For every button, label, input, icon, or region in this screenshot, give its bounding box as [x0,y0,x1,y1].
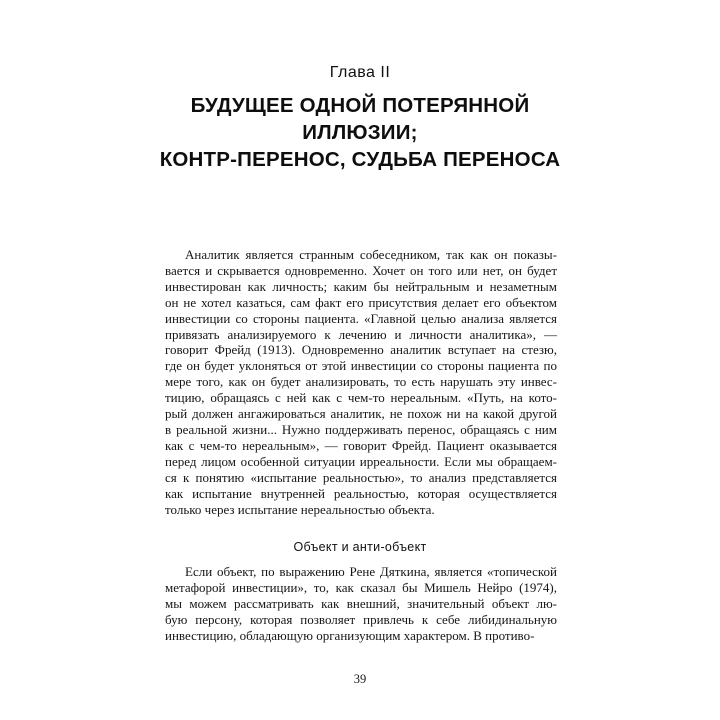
section-heading: Объект и анти-объект [293,540,427,554]
text-line: говорит Фрейд (1913). Одновременно аналитик вступает на стезю, [165,342,557,358]
text-line: инвестицию, обладающую организующим характером. В противо- [165,627,535,643]
text-line: метафорой инвестиции», то, как сказал бы Мишель Нейро (1974), [165,579,557,595]
text-line: привязать анализируемого к лечению и личности аналитика», — [165,326,557,342]
text-line: в реальной жизни... Нужно поддерживать перенос, обращаясь с ним [165,421,557,437]
text-line: бую персону, которая позволяет привлечь к себе либидинальную [165,611,557,627]
text-line: Аналитик является странным собеседником, так как он показы- [185,247,557,262]
text-line: как испытание внутренней реальностью, которая осуществляется [165,485,557,501]
paragraph-2 [165,564,557,644]
text-line: тицию, обращаясь с ней как с чем-то нереальным. «Путь, на кото- [165,390,557,406]
text-line: перед лицом особенной ситуации ирреальности. Если мы обращаем- [165,453,557,469]
text-line: БУДУЩЕЕ ОДНОЙ ПОТЕРЯННОЙ [190,94,530,117]
text-line: КОНТР-ПЕРЕНОС, СУДЬБА ПЕРЕНОСА [159,148,561,171]
text-line: инвестиции со стороны пациента. «Главной целью анализа является [165,310,557,326]
text-line: как с чем-то нереальным», — говорит Фрейд. Пациент оказывается [165,437,557,453]
text-line: он не хотел казаться, сам факт его присутствия делает его объектом [165,294,557,310]
text-line: вается и скрывается одновременно. Хочет он того или нет, он будет [165,262,557,278]
text-line: рый должен ангажироваться аналитик, не похож ни на какой другой [165,406,557,422]
chapter-title [134,92,586,173]
chapter-label: Глава II [329,64,391,81]
text-line: ся к понятию «испытание реальностью», то анализ представляется [165,469,557,485]
text-line: Если объект, по выражению Рене Дяткина, является «топической [185,564,557,579]
paragraph-1 [165,247,557,517]
text-line: где он будет уклоняться от этой инвестиции со стороны пациента по [165,358,557,374]
text-line: мере того, как он будет анализировать, то есть нарушать эту инвес- [165,374,557,390]
text-line: только через испытание нереальностью объекта. [165,501,435,517]
text-line: мы можем рассматривать как внешний, значительный объект лю- [165,595,557,611]
text-line: ИЛЛЮЗИИ; [302,121,418,144]
page-number: 39 [353,672,367,686]
text-line: инвестирован как личность; каким бы нейтральным и незаметным [165,278,557,294]
